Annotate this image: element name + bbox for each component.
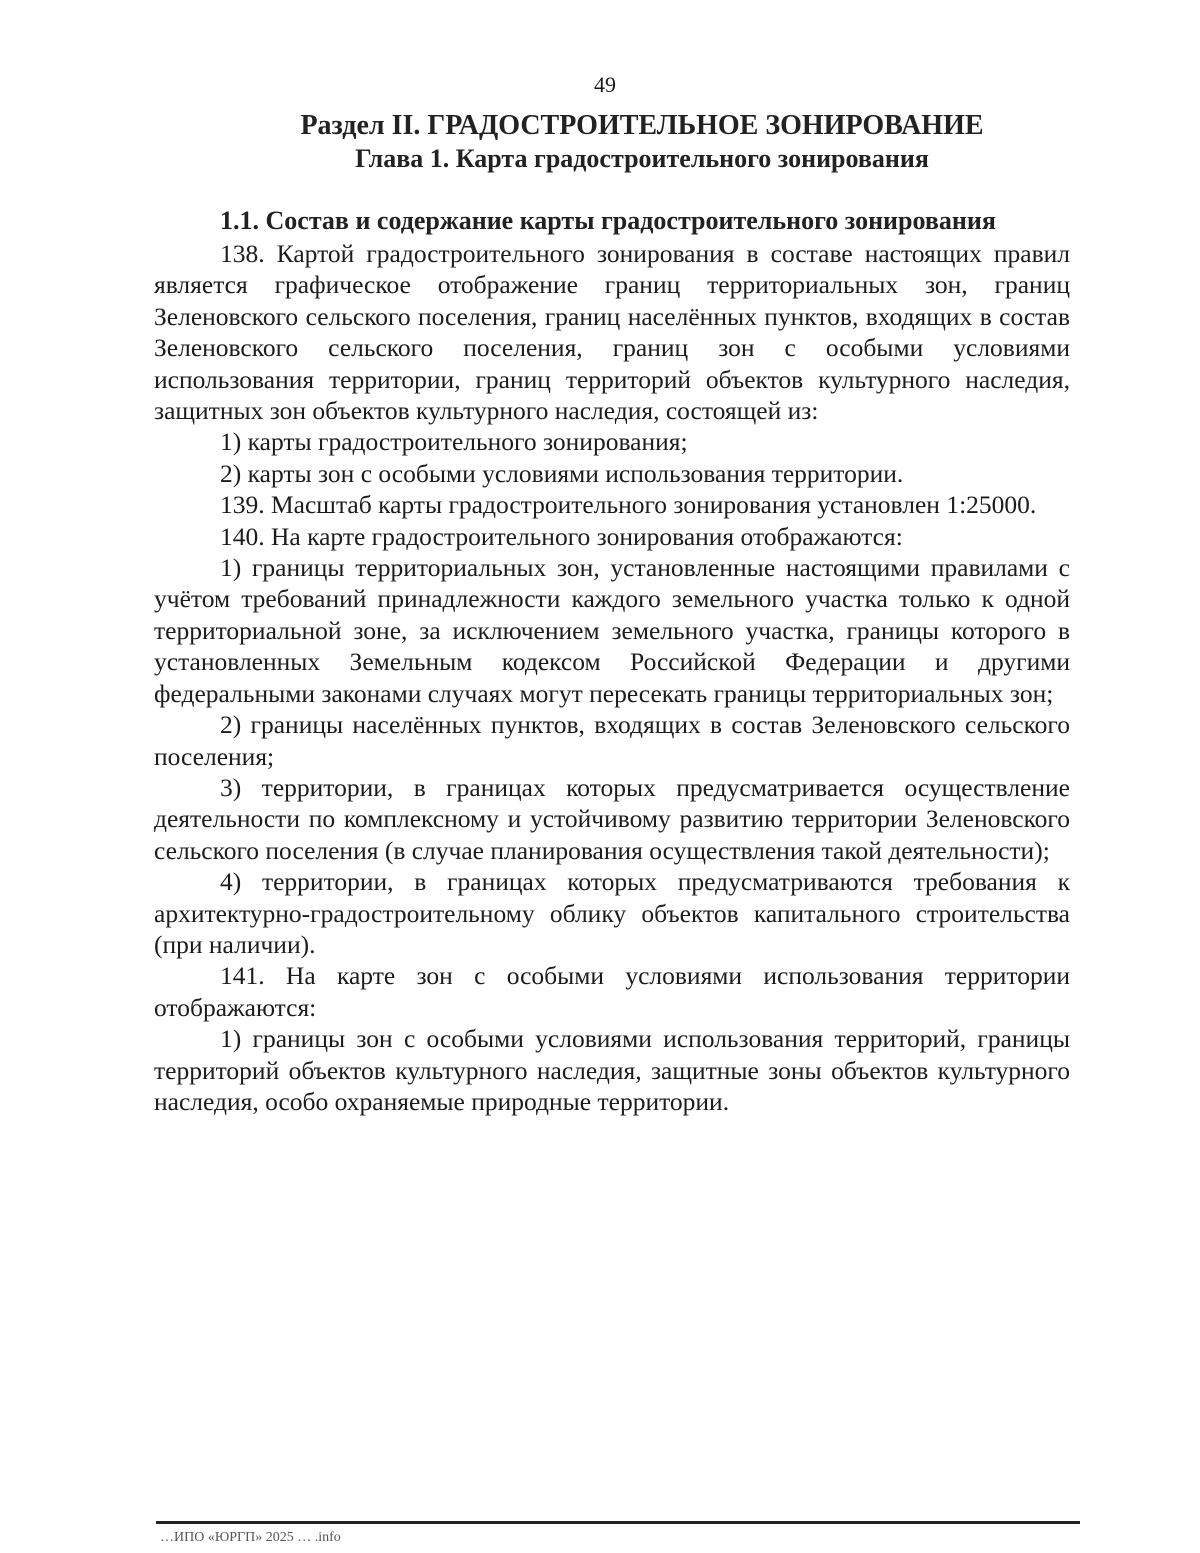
- paragraph-138: 138. Картой градостроительного зонирования в составе настоящих правил является графическое отображение границ территориальных зон, границ Зеленовского сельского поселения, границ населённых пунктов, входящих в состав Зеленовского сельского поселения, границ зон с особыми условиями использования территории, границ территорий объектов культурного наследия, защитных зон объектов культурного наследия, состоящей из:: [154, 239, 1070, 426]
- list-item: 1) границы зон с особыми условиями использования территорий, границы территорий объектов культурного наследия, защитные зоны объектов культурного наследия, особо охраняемые природные территории.: [154, 1024, 1070, 1116]
- paragraph-140: 140. На карте градостроительного зонирования отображаются:: [220, 521, 903, 551]
- section-title: Раздел II. ГРАДОСТРОИТЕЛЬНОЕ ЗОНИРОВАНИЕ: [300, 110, 984, 141]
- list-item: 1) границы территориальных зон, установленные настоящими правилами с учётом требований принадлежности каждого земельного участка только к одной территориальной зоне, за исключением земельного участка, границы которого в установленных Земельным кодексом Российской Федерации и другими федеральными законами случаях могут пересекать границы территориальных зон;: [154, 553, 1070, 708]
- chapter-title: Глава 1. Карта градостроительного зонирования: [355, 144, 929, 173]
- paragraph-141: 141. На карте зон с особыми условиями использования территории отображаются:: [154, 961, 1070, 1022]
- subsection-title: 1.1. Состав и содержание карты градостроительного зонирования: [220, 206, 996, 235]
- list-item: 2) карты зон с особыми условиями использования территории.: [220, 458, 904, 488]
- list-item: 1) карты градостроительного зонирования;: [220, 427, 688, 457]
- footer-text: …ИПО «ЮРГП» 2025 … .info: [160, 1530, 341, 1545]
- list-item: 4) территории, в границах которых предусматриваются требования к архитектурно-градостроительному облику объектов капитального строительства (при наличии).: [154, 867, 1070, 959]
- list-item: 3) территории, в границах которых предусматривается осуществление деятельности по комплексному и устойчивому развитию территории Зеленовского сельского поселения (в случае планирования осуществления такой деятельности);: [154, 772, 1070, 865]
- list-item: 2) границы населённых пунктов, входящих в состав Зеленовского сельского поселения;: [154, 710, 1070, 771]
- paragraph-139: 139. Масштаб карты градостроительного зонирования установлен 1:25000.: [220, 490, 1037, 520]
- page-number: 49: [594, 72, 616, 97]
- document-body: [154, 238, 1070, 1117]
- footer-divider: [156, 1521, 1080, 1524]
